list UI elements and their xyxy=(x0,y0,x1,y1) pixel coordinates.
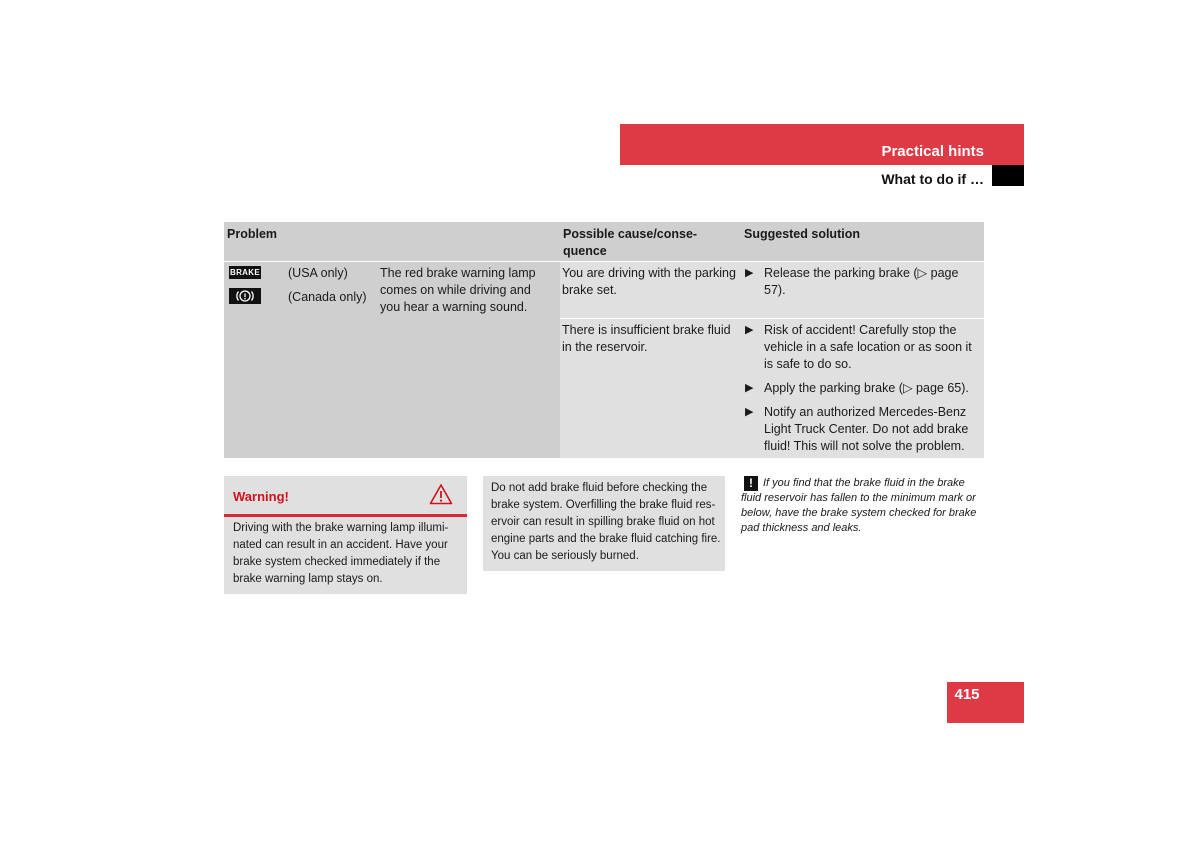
solution-cell-brake-fluid xyxy=(741,319,984,458)
note-text: If you find that the brake fluid in the brake fluid reservoir has fallen to the minimum mark or below, have the brake system checked for brake pad thickness and leaks. xyxy=(741,477,977,534)
triangle-right-icon: ▶ xyxy=(745,324,754,336)
usa-only-label: (USA only) xyxy=(288,266,348,280)
warning-title: Warning! xyxy=(233,489,289,504)
brake-circle-icon xyxy=(229,288,261,304)
page-number: 415 xyxy=(954,686,980,703)
canada-only-label: (Canada only) xyxy=(288,290,367,304)
section-title: Practical hints xyxy=(881,143,984,160)
subsection-title: What to do if … xyxy=(881,171,984,187)
solution-item: ▶ Apply the parking brake (▷ page 65). xyxy=(745,381,969,395)
header-marker-block xyxy=(992,165,1024,186)
problem-description: The red brake warning lamp comes on while driving and you hear a warning sound. xyxy=(380,266,536,314)
warning-triangle-icon xyxy=(429,483,453,505)
caution-box xyxy=(483,476,725,571)
caution-text: Do not add brake fluid before checking the brake system. Overfilling the brake fluid res-ervoir can result in spilling brake fluid on hot engine parts and the brake fluid catching fire. You can be seriously burned. xyxy=(491,482,721,562)
cause-cell-parking-brake: You are driving with the parking brake set. xyxy=(560,262,741,318)
warning-text: Driving with the brake warning lamp illumi-nated can result in an accident. Have your brake system checked immediately if the brake warning lamp stays on. xyxy=(233,522,449,585)
triangle-right-icon: ▶ xyxy=(745,406,754,418)
solution-item: ▶ Release the parking brake (▷ page 57). xyxy=(745,266,959,297)
warning-box xyxy=(224,476,467,594)
table-header-problem: Problem xyxy=(224,222,560,261)
solution-item: ▶ Notify an authorized Mercedes-Benz Light Truck Center. Do not add brake fluid! This will not solve the problem. xyxy=(745,405,969,453)
warning-divider xyxy=(224,514,467,517)
triangle-right-icon: ▶ xyxy=(745,267,754,279)
brake-warning-usa-icon: BRAKE xyxy=(230,268,260,277)
solution-item: ▶ Risk of accident! Carefully stop the vehicle in a safe location or as soon it is safe to do so. xyxy=(745,323,972,371)
solution-cell-parking-brake xyxy=(741,262,984,318)
table-header-cause: Possible cause/conse-quence xyxy=(560,222,741,261)
cause-cell-brake-fluid: There is insufficient brake fluid in the reservoir. xyxy=(560,319,741,458)
triangle-right-icon: ▶ xyxy=(745,382,754,394)
exclamation-icon: ! xyxy=(744,476,758,491)
table-header-solution: Suggested solution xyxy=(741,222,984,261)
